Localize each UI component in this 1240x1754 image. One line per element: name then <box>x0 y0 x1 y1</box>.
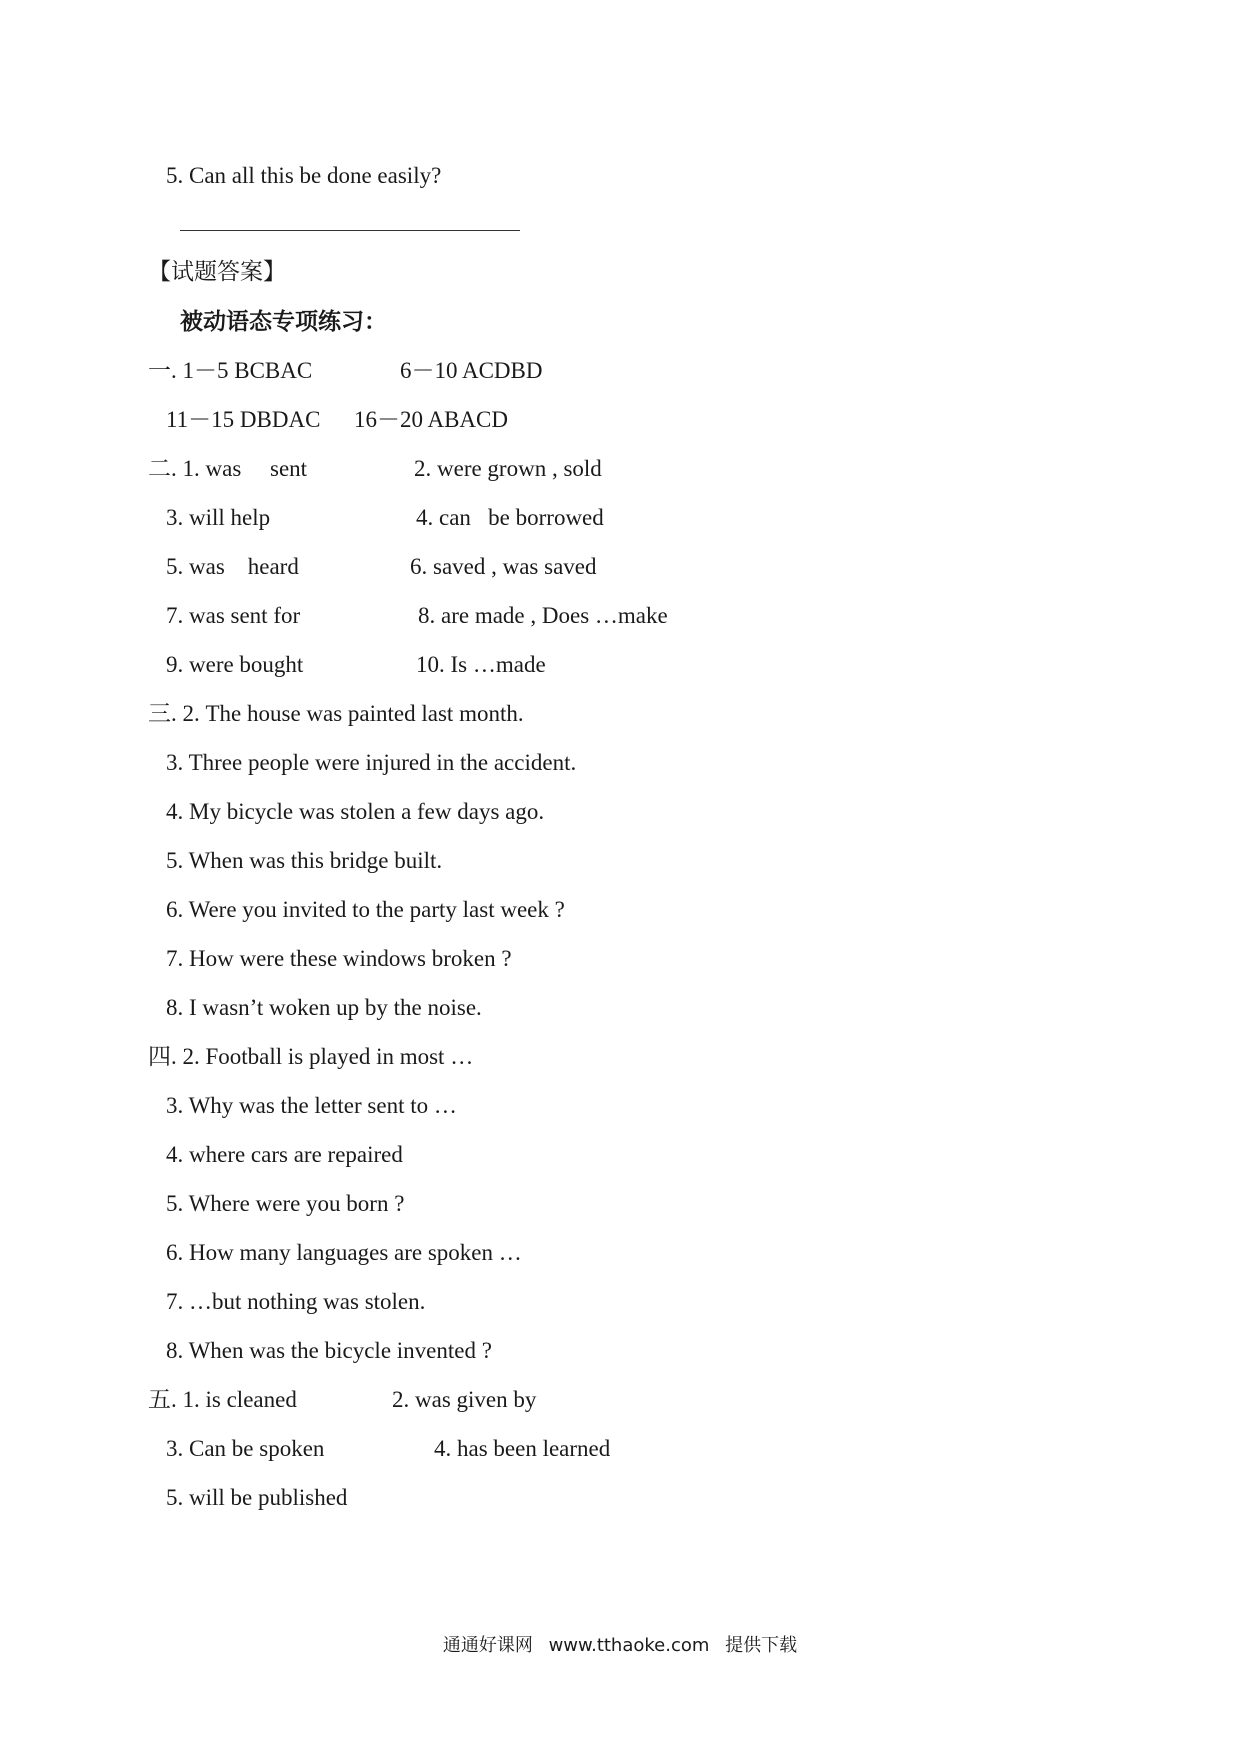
s4-line: 5. Where were you born ? <box>166 1191 405 1216</box>
s2-row3-right: 6. saved , was saved <box>410 554 597 579</box>
s2-row2-left: 3. will help <box>166 505 271 530</box>
s2-row2-right: 4. can be borrowed <box>416 505 604 530</box>
answer-header: 【试题答案】 <box>148 259 286 284</box>
s2-row1-left: 二. 1. was sent <box>148 456 308 481</box>
s4-line: 6. How many languages are spoken … <box>166 1240 522 1265</box>
s4-line: 四. 2. Football is played in most … <box>148 1044 474 1069</box>
s1-line2-left: 11－15 DBDAC <box>166 407 321 432</box>
s2-row5-left: 9. were bought <box>166 652 304 677</box>
s2-row1-right: 2. were grown , sold <box>414 456 602 481</box>
s5-row2-left: 3. Can be spoken <box>166 1436 325 1461</box>
s2-row4-left: 7. was sent for <box>166 603 301 628</box>
s3-line: 6. Were you invited to the party last week ? <box>166 897 565 922</box>
s3-line: 3. Three people were injured in the accident. <box>166 750 577 775</box>
s3-line: 三. 2. The house was painted last month. <box>148 701 524 726</box>
footer-download-text: 提供下载 <box>725 1635 798 1656</box>
s4-line: 8. When was the bicycle invented ? <box>166 1338 492 1363</box>
s4-line: 4. where cars are repaired <box>166 1142 403 1167</box>
footer-url[interactable]: www.tthaoke.com <box>548 1635 710 1656</box>
section-title: 被动语态专项练习： <box>180 309 387 334</box>
s2-row5-right: 10. Is …made <box>416 652 546 677</box>
footer-site-name: 通通好课网 <box>442 1635 533 1656</box>
s1-line2-right: 16－20 ABACD <box>354 407 508 432</box>
s3-line: 5. When was this bridge built. <box>166 848 443 873</box>
answer-blank-line <box>180 230 520 231</box>
page-footer <box>0 1634 1240 1658</box>
s4-line: 7. …but nothing was stolen. <box>166 1289 426 1314</box>
s3-line: 8. I wasn’t woken up by the noise. <box>166 995 482 1020</box>
s2-row3-left: 5. was heard <box>166 554 299 579</box>
s1-line1-right: 6－10 ACDBD <box>400 358 543 383</box>
s5-row3-left: 5. will be published <box>166 1485 348 1510</box>
question-5: 5. Can all this be done easily? <box>166 163 442 188</box>
s5-row1-right: 2. was given by <box>392 1387 537 1412</box>
s2-row4-right: 8. are made , Does …make <box>418 603 668 628</box>
s5-row2-right: 4. has been learned <box>434 1436 611 1461</box>
s4-line: 3. Why was the letter sent to … <box>166 1093 457 1118</box>
s3-line: 7. How were these windows broken ? <box>166 946 512 971</box>
s5-row1-left: 五. 1. is cleaned <box>148 1387 297 1412</box>
s3-line: 4. My bicycle was stolen a few days ago. <box>166 799 545 824</box>
s1-line1-left: 一. 1－5 BCBAC <box>148 358 313 383</box>
